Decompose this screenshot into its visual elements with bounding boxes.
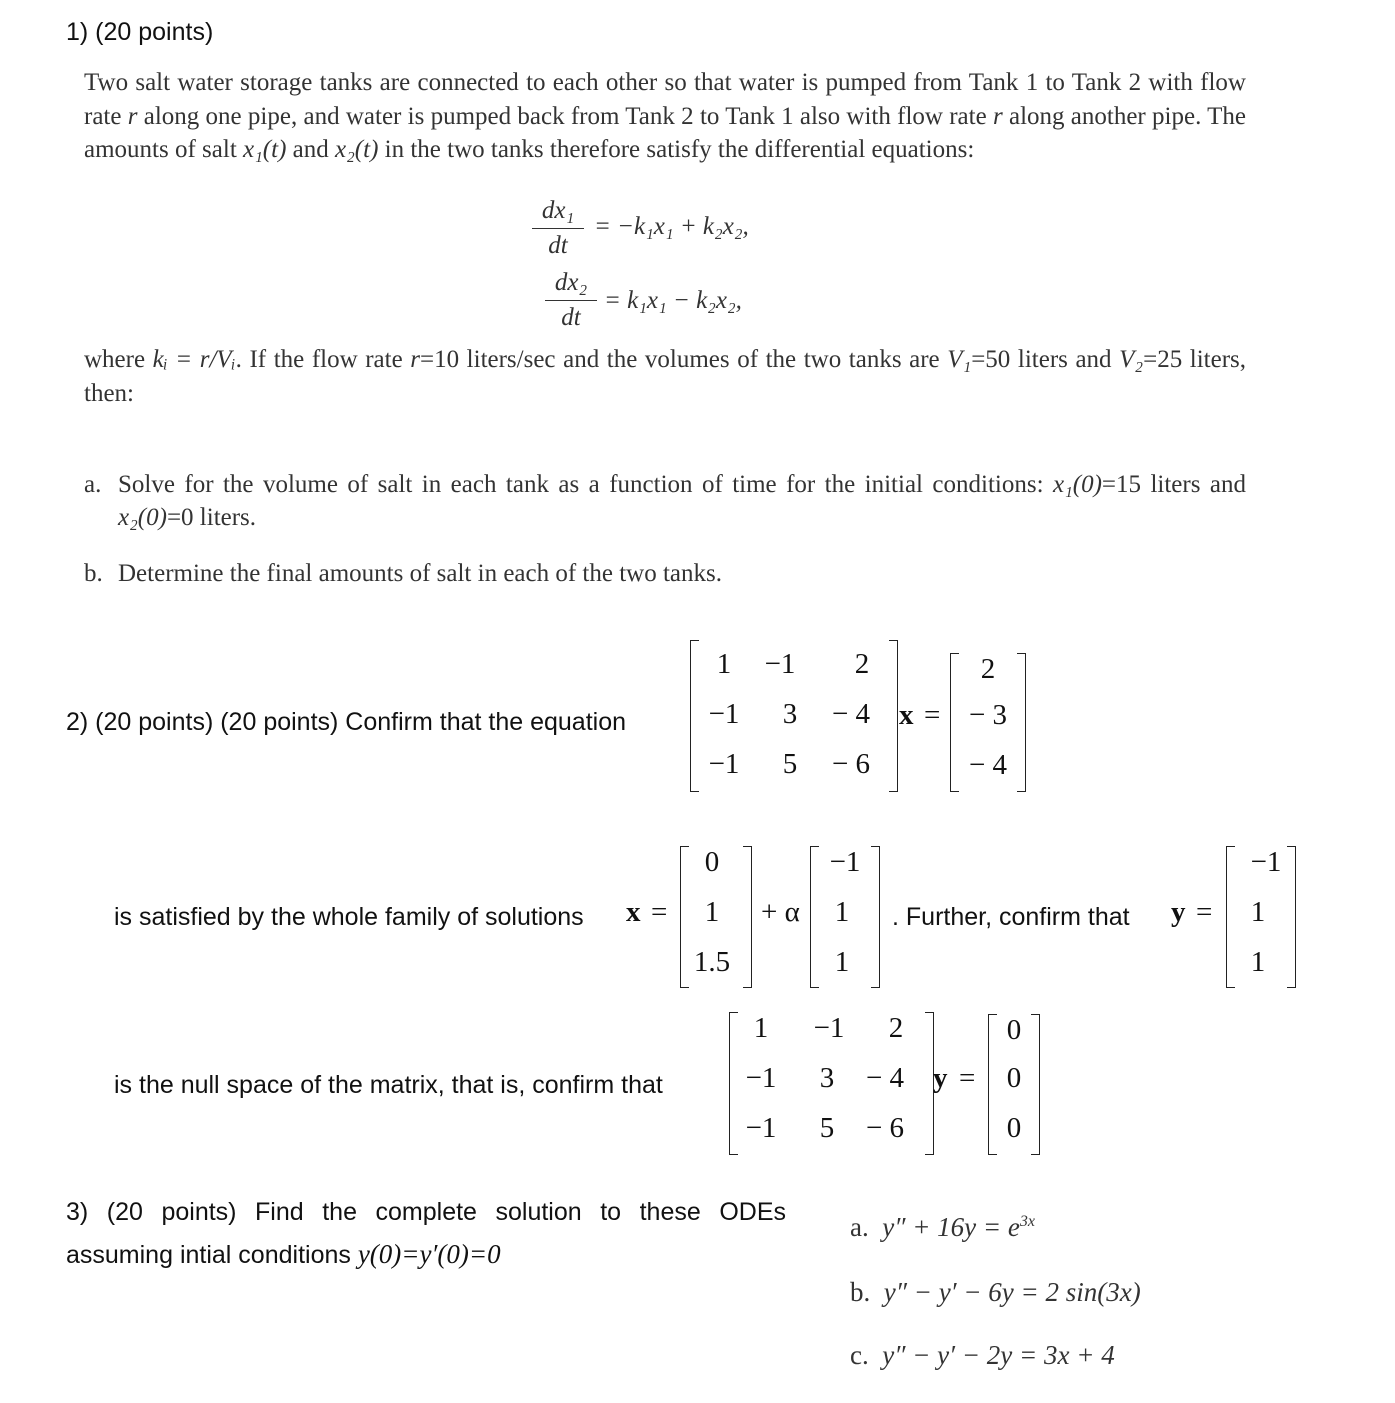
matrix-a: 1 −1 2 −1 3 − 4 −1 5 − 6 bbox=[690, 640, 898, 792]
x-symbol: x bbox=[899, 699, 914, 731]
q2-lead: 2) (20 points) (20 points) Confirm that the equation bbox=[66, 708, 627, 736]
equals-3: = bbox=[1196, 896, 1213, 928]
matrix-a-2: 1 −1 2 −1 3 − 4 −1 5 − 6 bbox=[729, 1012, 934, 1155]
ode-a: a. $y'' + 16y = e^{3x}$ bbox=[850, 1212, 1035, 1242]
q1-header: 1) (20 points) bbox=[66, 18, 214, 46]
plus-alpha: + α bbox=[761, 896, 800, 928]
y-symbol-2: y bbox=[933, 1062, 948, 1094]
q2-null-text: is the null space of the matrix, that is, confirm that bbox=[114, 1071, 663, 1099]
eq2-rhs: = k₁x₁ − k₂x₂, bbox=[604, 287, 742, 314]
equals-1: = bbox=[924, 699, 941, 731]
vector-b: 2 − 3 − 4 bbox=[950, 653, 1026, 792]
q3-line1: 3) (20 points) Find the complete solution to these ODEs bbox=[66, 1198, 786, 1226]
x-symbol-2: x bbox=[626, 896, 641, 928]
eq1-fraction: dx₁ dt bbox=[532, 196, 584, 261]
vector-null-x: −1 1 1 bbox=[810, 846, 880, 988]
ode-c: c. y″ − y′ − 2y = 3x + 4 bbox=[850, 1340, 1115, 1370]
eq1-rhs: = −k₁x₁ + k₂x₂, bbox=[594, 213, 749, 240]
q1-intro: Two salt water storage tanks are connected to each other so that water is pumped from Tank 1 to Tank 2 with flow rate r along one pipe, and water is pumped back from Tank 2 to Tank 1 also with flow rate r along another pipe. The amounts of salt x₁(t) and x₂(t) in the two tanks therefore satisfy the differential equations: bbox=[84, 69, 1246, 163]
q1-part-b: b. Determine the final amounts of salt in each of the two tanks. bbox=[84, 560, 722, 587]
y-symbol: y bbox=[1171, 896, 1186, 928]
equals-2: = bbox=[651, 896, 668, 928]
q1-part-a: a. Solve for the volume of salt in each tank as a function of time for the initial conditions: x₁(0)=15 liters and x₂(0)=0 liters. bbox=[84, 471, 1246, 531]
q1-where: where kᵢ = r/Vᵢ. If the flow rate r=10 liters/sec and the volumes of the two tanks are V₁=50 liters and V₂=25 liters, then: bbox=[84, 346, 1247, 407]
q2-further-text: . Further, confirm that bbox=[892, 903, 1130, 931]
eq2-fraction: dx₂ dt bbox=[545, 268, 597, 333]
ode-b: b. y″ − y′ − 6y = 2 sin(3x) bbox=[850, 1277, 1141, 1307]
q3-line2: assuming intial conditions y(0)=y′(0)=0 bbox=[66, 1239, 501, 1269]
equals-4: = bbox=[959, 1062, 976, 1094]
vector-zero: 0 0 0 bbox=[988, 1014, 1040, 1155]
vector-particular: 0 1 1.5 bbox=[680, 846, 752, 988]
q2-family-text: is satisfied by the whole family of solutions bbox=[114, 903, 584, 931]
vector-y: −1 1 1 bbox=[1226, 846, 1296, 988]
